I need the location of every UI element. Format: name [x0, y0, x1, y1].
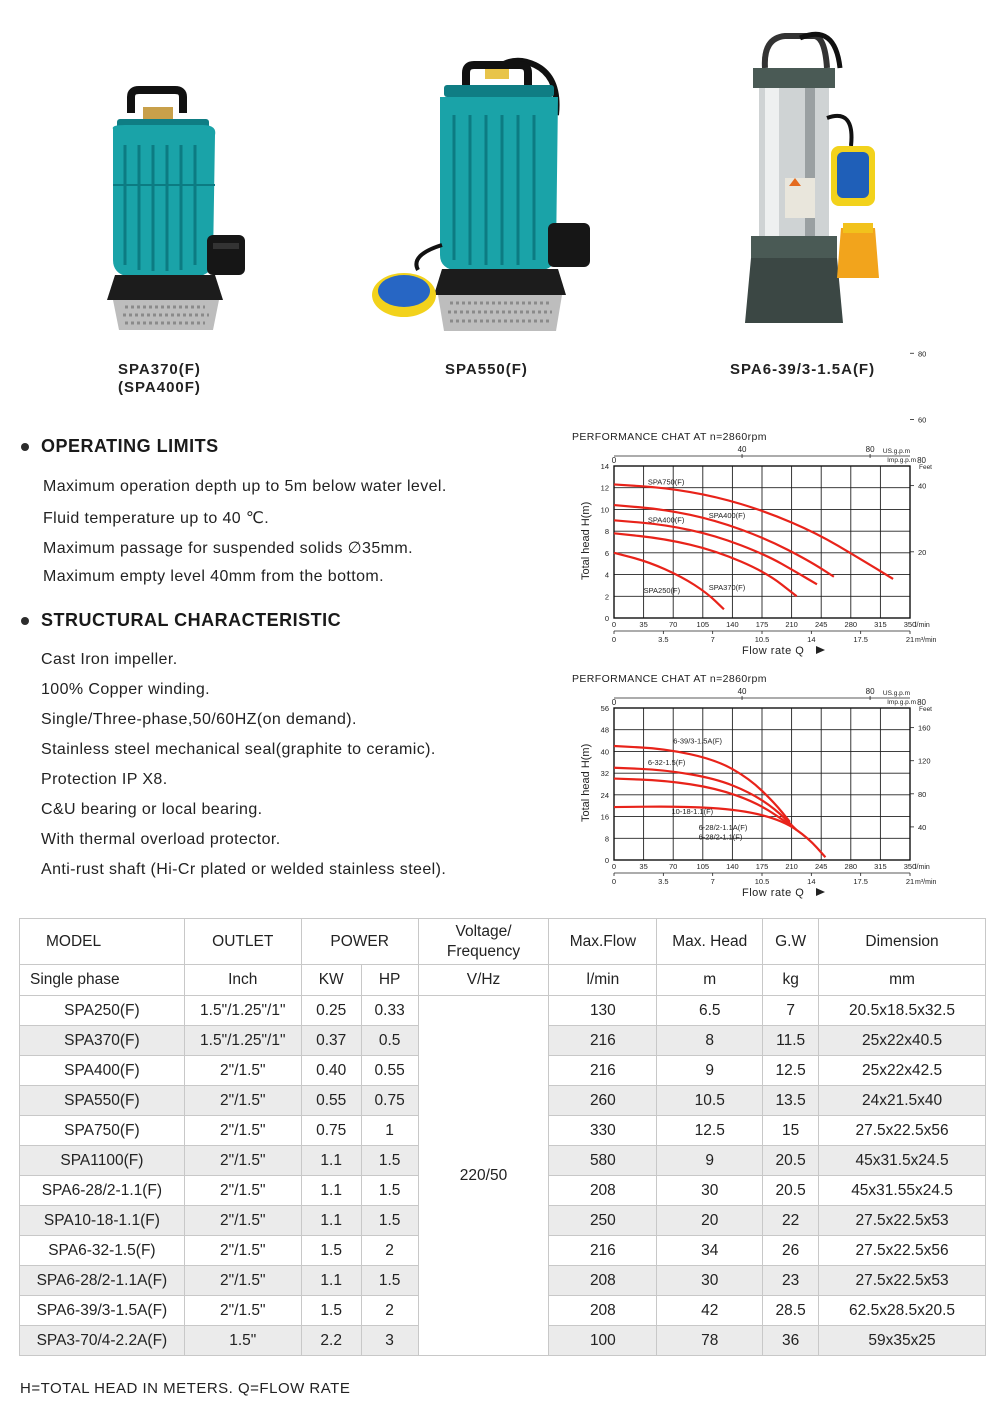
cell-maxflow: 208: [549, 1266, 657, 1296]
m3-tick-label: 14: [807, 635, 816, 644]
cell-gw: 12.5: [763, 1056, 819, 1086]
x-unit-m3: m³/min: [915, 637, 937, 644]
y-tick-label: 0: [604, 614, 609, 623]
x-tick-label: 280: [844, 862, 858, 871]
top-us-tick-label: 80: [865, 445, 875, 454]
y-axis-label: Total head H(m): [580, 743, 592, 822]
header-power: POWER: [301, 919, 418, 965]
cell-outlet: 2"/1.5": [184, 1116, 301, 1146]
structural-item: Cast Iron impeller.: [41, 651, 178, 668]
y-tick-label: 56: [600, 704, 609, 713]
unit-kw: KW: [301, 965, 361, 996]
x-tick-label: 245: [814, 620, 828, 629]
cell-maxflow: 100: [549, 1326, 657, 1356]
y-tick-label: 6: [604, 548, 609, 558]
cell-maxhead: 10.5: [657, 1086, 763, 1116]
cell-model: SPA6-28/2-1.1(F): [20, 1176, 185, 1206]
feet-tick-label: 20: [918, 547, 927, 557]
footnote: H=TOTAL HEAD IN METERS. Q=FLOW RATE: [20, 1380, 351, 1397]
right-unit-feet: Feet: [918, 706, 932, 713]
y-tick-label: 10: [600, 505, 609, 515]
product-caption-line: SPA550(F): [445, 361, 528, 378]
cell-hp: 1.5: [361, 1146, 418, 1176]
cell-hp: 1.5: [361, 1266, 418, 1296]
operating-limit-item: Maximum operation depth up to 5m below water level.: [43, 478, 447, 495]
product-caption-line: (SPA400F): [118, 379, 201, 396]
x-tick-label: 70: [669, 862, 678, 871]
y-tick-label: 14: [600, 462, 609, 471]
m3-tick-label: 21: [905, 635, 915, 644]
y-tick-label: 12: [600, 483, 609, 493]
structural-item: Single/Three-phase,50/60HZ(on demand).: [41, 711, 357, 728]
cell-maxflow: 130: [549, 996, 657, 1026]
pump-image-spa550: [370, 55, 600, 345]
series-label: 6-28/2-1.1A(F): [698, 823, 748, 833]
header-dimension: Dimension: [819, 919, 986, 965]
product-caption-spa370: [118, 361, 201, 397]
cell-model: SPA250(F): [20, 996, 185, 1026]
m3-tick-label: 0: [611, 877, 617, 886]
x-tick-label: 350: [903, 862, 917, 871]
m3-tick-label: 17.5: [853, 877, 868, 886]
product-caption-spa6-39: [730, 361, 875, 379]
m3-tick-label: 21: [905, 877, 915, 886]
cell-maxflow: 216: [549, 1056, 657, 1086]
m3-tick-label: 10.5: [754, 877, 770, 886]
cell-gw: 7: [763, 996, 819, 1026]
table-header-row: [20, 919, 986, 965]
cell-outlet: 2"/1.5": [184, 1236, 301, 1266]
series-label: 6-39/3-1.5A(F): [673, 736, 722, 746]
bullet-icon: [21, 443, 29, 451]
cell-maxhead: 30: [657, 1266, 763, 1296]
cell-dimension: 25x22x40.5: [819, 1026, 986, 1056]
cell-model: SPA370(F): [20, 1026, 185, 1056]
cell-kw: 0.37: [301, 1026, 361, 1056]
cell-kw: 0.55: [301, 1086, 361, 1116]
cell-dimension: 59x35x25: [819, 1326, 986, 1356]
cell-model: SPA6-28/2-1.1A(F): [20, 1266, 185, 1296]
x-tick-label: 35: [639, 862, 648, 871]
cell-outlet: 1.5"/1.25"/1": [184, 1026, 301, 1056]
operating-limit-item: Maximum passage for suspended solids ∅35mm.: [43, 540, 413, 557]
cell-maxhead: 8: [657, 1026, 763, 1056]
cell-outlet: 2"/1.5": [184, 1176, 301, 1206]
m3-tick-label: 14: [807, 877, 816, 886]
cell-maxhead: 20: [657, 1206, 763, 1236]
product-caption-line: SPA370(F): [118, 361, 201, 378]
cell-kw: 1.5: [301, 1296, 361, 1326]
top-unit-imp: Imp.g.p.m: [887, 457, 916, 464]
header-maxflow: Max.Flow: [549, 919, 657, 965]
structural-item: C&U bearing or local bearing.: [41, 801, 263, 818]
spec-table: [19, 918, 986, 1356]
structural-item: Protection IP X8.: [41, 771, 168, 788]
cell-maxflow: 250: [549, 1206, 657, 1236]
cell-hp: 3: [361, 1326, 418, 1356]
m3-tick-label: 10.5: [754, 635, 770, 644]
cell-gw: 23: [763, 1266, 819, 1296]
cell-maxhead: 12.5: [657, 1116, 763, 1146]
unit-voltage: V/Hz: [418, 965, 549, 996]
top-unit-imp: Imp.g.p.m: [887, 699, 916, 706]
x-tick-label: 105: [696, 620, 710, 629]
y-tick-label: 2: [604, 592, 609, 602]
y-axis-label: Total head H(m): [580, 501, 592, 580]
feet-tick-label: 40: [918, 481, 927, 491]
header-gw: G.W: [763, 919, 819, 965]
cell-outlet: 2"/1.5": [184, 1266, 301, 1296]
cell-model: SPA750(F): [20, 1116, 185, 1146]
bullet-icon: [21, 617, 29, 625]
cell-gw: 20.5: [763, 1176, 819, 1206]
cell-outlet: 1.5"/1.25"/1": [184, 996, 301, 1026]
operating-limit-item: Fluid temperature up to 40 ℃.: [43, 510, 270, 527]
cell-kw: 1.1: [301, 1146, 361, 1176]
structural-item: Anti-rust shaft (Hi-Cr plated or welded stainless steel).: [41, 861, 447, 878]
chart-title: PERFORMANCE CHAT AT n=2860rpm: [572, 673, 767, 685]
header-outlet: OUTLET: [184, 919, 301, 965]
cell-maxflow: 208: [549, 1176, 657, 1206]
cell-maxhead: 9: [657, 1146, 763, 1176]
cell-kw: 1.1: [301, 1266, 361, 1296]
cell-maxhead: 30: [657, 1176, 763, 1206]
unit-gw: kg: [763, 965, 819, 996]
cell-hp: 1.5: [361, 1206, 418, 1236]
cell-dimension: 25x22x42.5: [819, 1056, 986, 1086]
m3-tick-label: 17.5: [853, 635, 868, 644]
x-axis-label: Flow rate Q: [742, 645, 805, 657]
top-unit-us: US.g.p.m: [882, 448, 910, 455]
operating-limits-list: [43, 478, 447, 598]
cell-maxflow: 216: [549, 1236, 657, 1266]
cell-model: SPA3-70/4-2.2A(F): [20, 1326, 185, 1356]
cell-hp: 1.5: [361, 1176, 418, 1206]
y-tick-label: 40: [600, 747, 609, 757]
top-imp-tick-label: 0: [611, 698, 617, 707]
cell-kw: 1.5: [301, 1236, 361, 1266]
cell-hp: 2: [361, 1296, 418, 1326]
cell-gw: 13.5: [763, 1086, 819, 1116]
series-label: SPA400(F): [647, 515, 685, 525]
cell-hp: 2: [361, 1236, 418, 1266]
cell-kw: 1.1: [301, 1206, 361, 1236]
cell-dimension: 24x21.5x40: [819, 1086, 986, 1116]
structural-list: [41, 651, 446, 891]
x-tick-label: 140: [726, 862, 739, 871]
y-tick-label: 32: [600, 769, 609, 779]
cell-dimension: 45x31.55x24.5: [819, 1176, 986, 1206]
series-label: 10-18-1.1(F): [671, 806, 714, 816]
series-line: [614, 533, 797, 596]
product-caption-spa550: [445, 361, 528, 379]
cell-gw: 15: [763, 1116, 819, 1146]
cell-kw: 2.2: [301, 1326, 361, 1356]
cell-dimension: 27.5x22.5x56: [819, 1116, 986, 1146]
cell-kw: 0.25: [301, 996, 361, 1026]
cell-maxhead: 34: [657, 1236, 763, 1266]
feet-tick-label: 40: [918, 822, 927, 832]
cell-voltage: 220/50: [418, 996, 549, 1356]
arrow-right-icon: [816, 646, 825, 654]
structural-item: With thermal overload protector.: [41, 831, 281, 848]
cell-maxhead: 9: [657, 1056, 763, 1086]
operating-limit-item: Maximum empty level 40mm from the bottom.: [43, 568, 384, 585]
x-tick-label: 245: [814, 862, 828, 871]
m3-tick-label: 7: [710, 635, 715, 644]
cell-gw: 26: [763, 1236, 819, 1266]
x-tick-label: 280: [844, 620, 858, 629]
x-tick-label: 175: [755, 620, 769, 629]
x-tick-label: 0: [611, 862, 617, 871]
product-caption-line: SPA6-39/3-1.5A(F): [730, 361, 876, 378]
x-tick-label: 140: [726, 620, 739, 629]
structural-item: Stainless steel mechanical seal(graphite to ceramic).: [41, 741, 436, 758]
cell-kw: 0.75: [301, 1116, 361, 1146]
cell-maxhead: 78: [657, 1326, 763, 1356]
cell-maxflow: 208: [549, 1296, 657, 1326]
table-row: [20, 996, 986, 1026]
header-voltage: Voltage/ Frequency: [418, 919, 549, 965]
x-tick-label: 210: [785, 862, 798, 871]
cell-dimension: 20.5x18.5x32.5: [819, 996, 986, 1026]
cell-kw: 0.40: [301, 1056, 361, 1086]
cell-model: SPA550(F): [20, 1086, 185, 1116]
cell-maxflow: 330: [549, 1116, 657, 1146]
cell-model: SPA6-32-1.5(F): [20, 1236, 185, 1266]
series-label: SPA750(F): [647, 477, 685, 487]
series-label: 6-28/2-1.1(F): [698, 832, 743, 842]
cell-gw: 11.5: [763, 1026, 819, 1056]
y-tick-label: 0: [604, 856, 609, 865]
cell-hp: 0.75: [361, 1086, 418, 1116]
cell-model: SPA6-39/3-1.5A(F): [20, 1296, 185, 1326]
top-imp-tick-label: 80: [917, 456, 927, 465]
cell-outlet: 2"/1.5": [184, 1206, 301, 1236]
y-tick-label: 8: [604, 834, 609, 844]
feet-tick-label: 80: [918, 789, 927, 799]
m3-tick-label: 3.5: [658, 877, 669, 886]
x-tick-label: 210: [785, 620, 798, 629]
m3-tick-label: 0: [611, 635, 617, 644]
m3-tick-label: 7: [710, 877, 715, 886]
cell-outlet: 2"/1.5": [184, 1056, 301, 1086]
feet-tick-label: 120: [918, 756, 931, 766]
top-us-tick-label: 40: [737, 445, 747, 454]
x-tick-label: 35: [639, 620, 648, 629]
cell-model: SPA10-18-1.1(F): [20, 1206, 185, 1236]
y-tick-label: 8: [604, 527, 609, 537]
cell-dimension: 27.5x22.5x53: [819, 1206, 986, 1236]
cell-kw: 1.1: [301, 1176, 361, 1206]
x-unit-m3: m³/min: [915, 879, 937, 886]
cell-maxhead: 42: [657, 1296, 763, 1326]
x-tick-label: 350: [903, 620, 917, 629]
top-imp-tick-label: 80: [917, 698, 927, 707]
cell-gw: 28.5: [763, 1296, 819, 1326]
pump-image-spa370: [95, 85, 255, 340]
cell-maxflow: 580: [549, 1146, 657, 1176]
arrow-right-icon: [816, 888, 825, 896]
x-tick-label: 70: [669, 620, 678, 629]
top-us-tick-label: 40: [737, 687, 747, 696]
section-title-operating-limits: OPERATING LIMITS: [41, 436, 219, 456]
cell-hp: 0.5: [361, 1026, 418, 1056]
right-unit-feet: Feet: [918, 464, 932, 471]
pump-image-spa6-39: [745, 28, 895, 333]
performance-chart-multistage: [570, 670, 955, 902]
cell-dimension: 27.5x22.5x56: [819, 1236, 986, 1266]
section-title-structural: STRUCTURAL CHARACTERISTIC: [41, 610, 342, 630]
cell-maxflow: 260: [549, 1086, 657, 1116]
cell-gw: 20.5: [763, 1146, 819, 1176]
top-imp-tick-label: 0: [611, 456, 617, 465]
x-tick-label: 0: [611, 620, 617, 629]
y-tick-label: 4: [604, 570, 609, 580]
cell-dimension: 62.5x28.5x20.5: [819, 1296, 986, 1326]
x-tick-label: 315: [874, 862, 887, 871]
cell-gw: 36: [763, 1326, 819, 1356]
cell-outlet: 2"/1.5": [184, 1146, 301, 1176]
unit-outlet: Inch: [184, 965, 301, 996]
unit-maxhead: m: [657, 965, 763, 996]
y-tick-label: 16: [600, 812, 609, 822]
cell-maxhead: 6.5: [657, 996, 763, 1026]
x-tick-label: 105: [696, 862, 710, 871]
cell-outlet: 2"/1.5": [184, 1296, 301, 1326]
cell-dimension: 45x31.5x24.5: [819, 1146, 986, 1176]
top-unit-us: US.g.p.m: [882, 690, 910, 697]
table-unit-row: [20, 965, 986, 996]
series-line: [614, 553, 724, 609]
x-tick-label: 315: [874, 620, 887, 629]
cell-model: SPA1100(F): [20, 1146, 185, 1176]
feet-tick-label: 80: [918, 349, 927, 359]
unit-model: Single phase: [20, 965, 185, 996]
unit-hp: HP: [361, 965, 418, 996]
chart-title: PERFORMANCE CHAT AT n=2860rpm: [572, 431, 767, 443]
top-us-tick-label: 80: [865, 687, 875, 696]
series-label: SPA250(F): [643, 586, 681, 596]
feet-tick-label: 60: [918, 415, 927, 425]
x-tick-label: 175: [755, 862, 769, 871]
x-unit-lmin: l/min: [915, 622, 930, 629]
structural-item: 100% Copper winding.: [41, 681, 210, 698]
y-tick-label: 48: [600, 725, 609, 735]
x-unit-lmin: l/min: [915, 864, 930, 871]
feet-tick-label: 160: [918, 723, 931, 733]
cell-hp: 0.33: [361, 996, 418, 1026]
series-label: SPA370(F): [708, 582, 746, 592]
unit-maxflow: l/min: [549, 965, 657, 996]
y-tick-label: 24: [600, 790, 609, 800]
cell-maxflow: 216: [549, 1026, 657, 1056]
cell-model: SPA400(F): [20, 1056, 185, 1086]
series-label: 6-32-1.5(F): [647, 758, 686, 767]
cell-gw: 22: [763, 1206, 819, 1236]
x-axis-label: Flow rate Q: [742, 887, 805, 899]
cell-outlet: 1.5": [184, 1326, 301, 1356]
header-maxhead: Max. Head: [657, 919, 763, 965]
m3-tick-label: 3.5: [658, 635, 669, 644]
series-label: SPA400(F): [708, 511, 746, 521]
unit-dimension: mm: [819, 965, 986, 996]
cell-hp: 0.55: [361, 1056, 418, 1086]
header-model: MODEL: [20, 919, 185, 965]
cell-hp: 1: [361, 1116, 418, 1146]
cell-outlet: 2"/1.5": [184, 1086, 301, 1116]
cell-dimension: 27.5x22.5x53: [819, 1266, 986, 1296]
